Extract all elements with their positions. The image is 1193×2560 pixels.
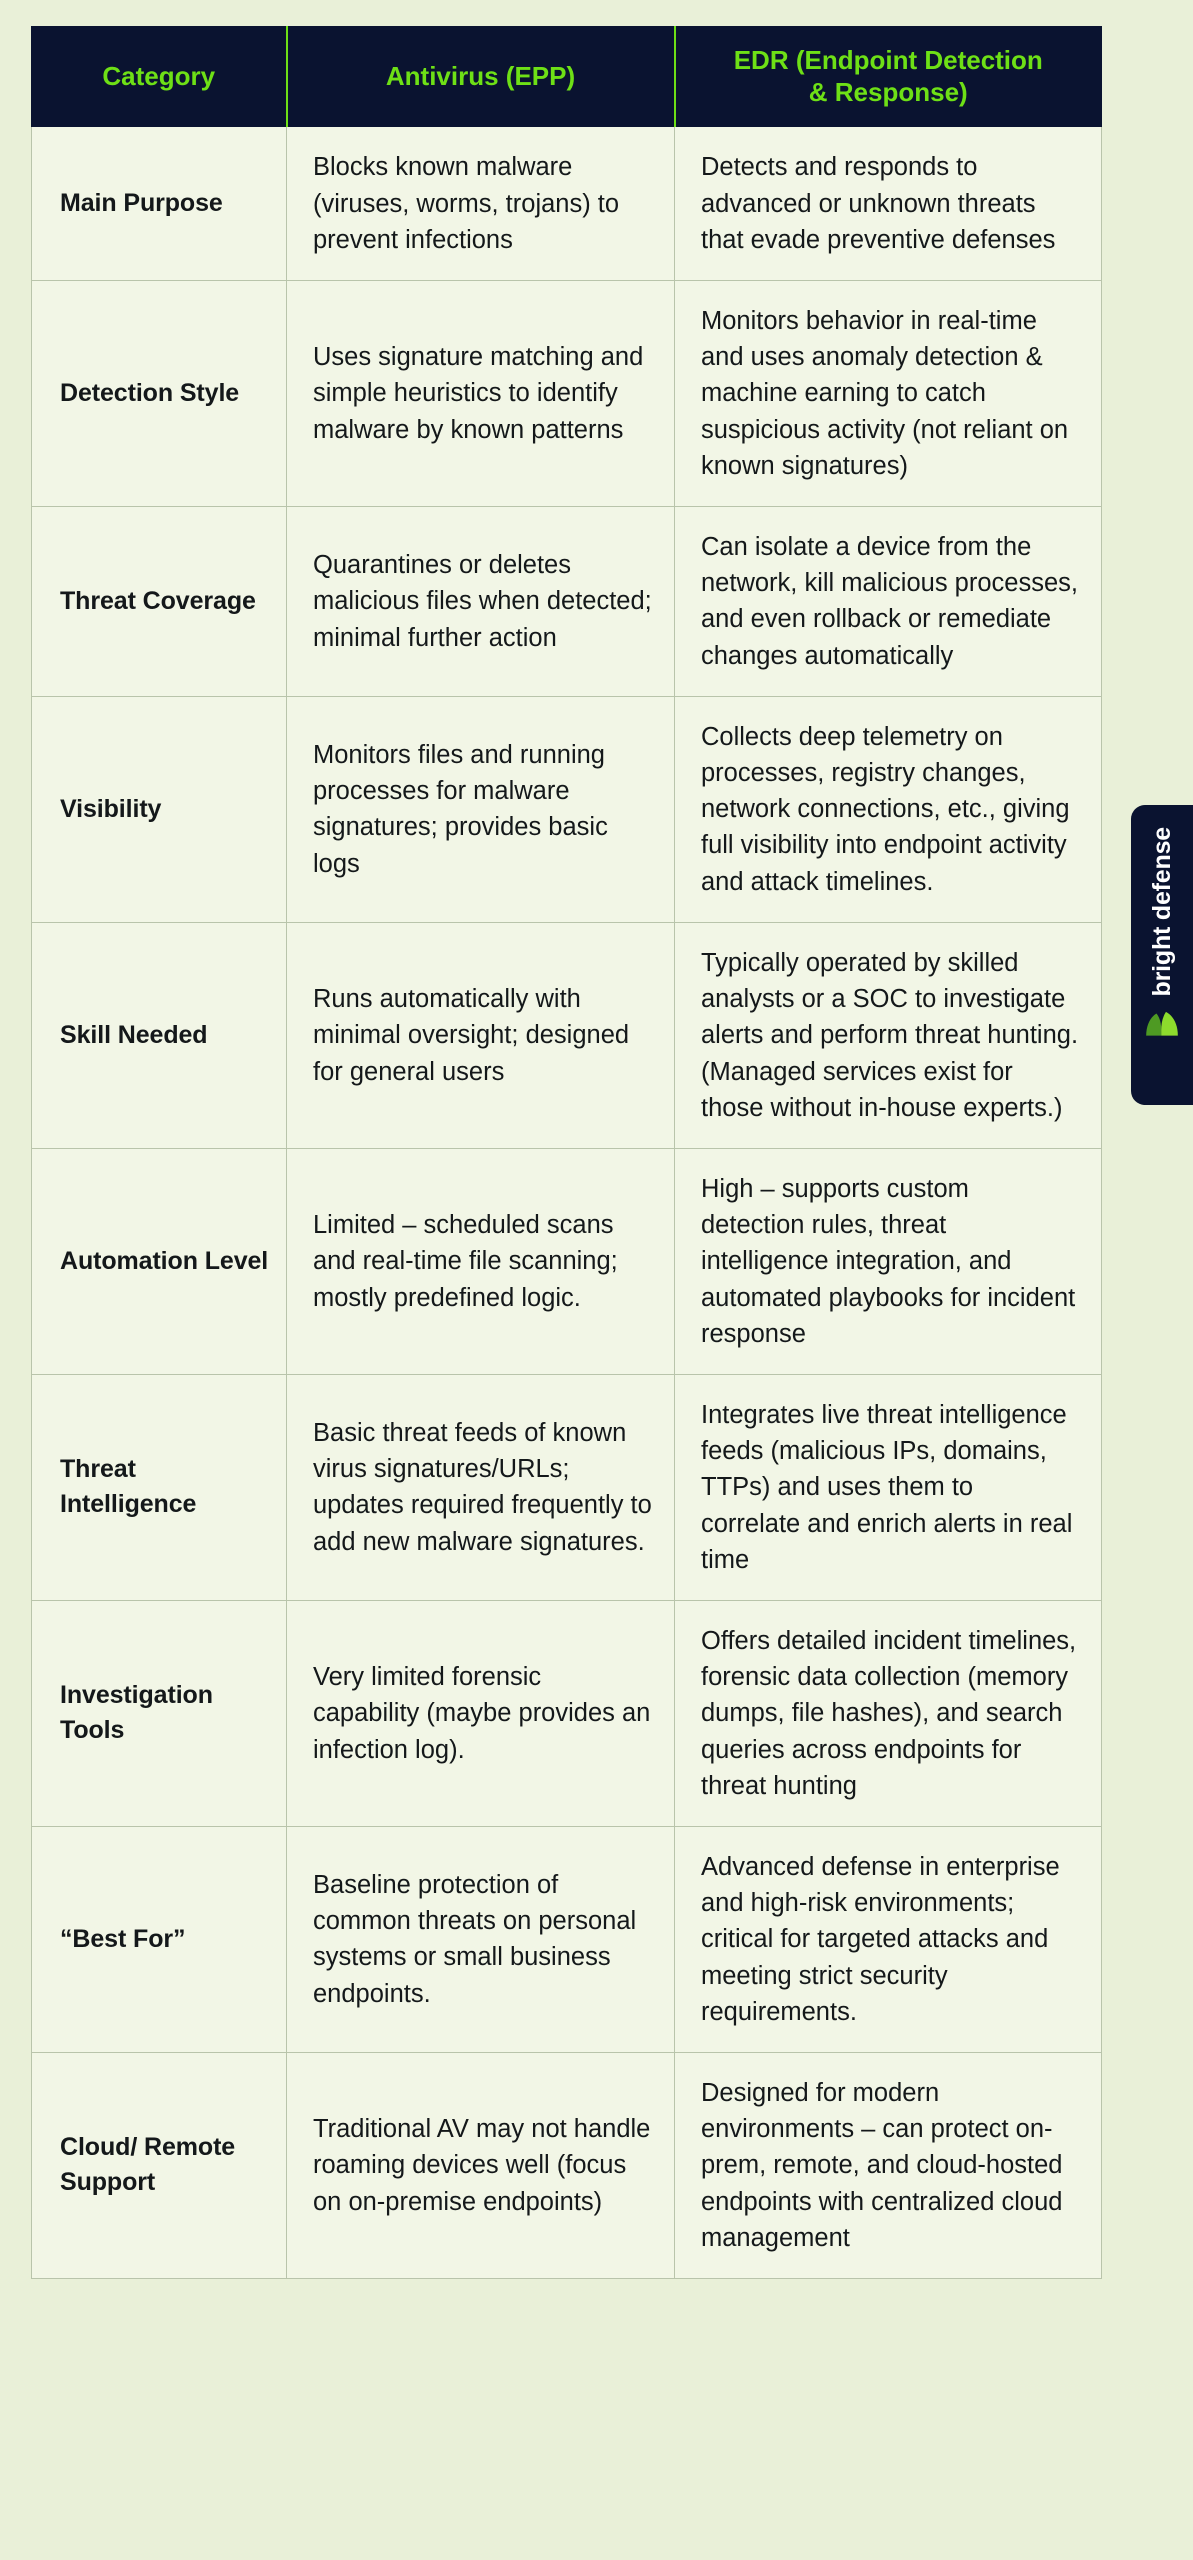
row-antivirus-cell: Very limited forensic capability (maybe provides an infection log). <box>287 1600 675 1826</box>
two-leaf-mark-icon <box>1143 1010 1181 1036</box>
table-row <box>32 127 1102 281</box>
row-category-label: Cloud/ Remote Support <box>32 2052 287 2278</box>
table-row <box>32 1826 1102 2052</box>
row-edr-cell: Can isolate a device from the network, kill malicious processes, and even rollback or remediate changes automatically <box>675 507 1102 697</box>
table-row <box>32 1148 1102 1374</box>
table-header <box>32 27 1102 127</box>
row-category-label: Automation Level <box>32 1148 287 1374</box>
row-category-label: Investigation Tools <box>32 1600 287 1826</box>
table-header-row <box>32 27 1102 127</box>
table-row <box>32 2052 1102 2278</box>
row-edr-cell: Typically operated by skilled analysts or a SOC to investigate alerts and perform threat hunting. (Managed services exist for those without in-house experts.) <box>675 922 1102 1148</box>
row-edr-cell: Collects deep telemetry on processes, registry changes, network connections, etc., giving full visibility into endpoint activity and attack timelines. <box>675 696 1102 922</box>
column-header-category: Category <box>32 27 287 127</box>
row-category-label: Detection Style <box>32 281 287 507</box>
row-category-label: “Best For” <box>32 1826 287 2052</box>
column-header-edr <box>675 27 1102 127</box>
column-header-antivirus: Antivirus (EPP) <box>287 27 675 127</box>
row-antivirus-cell: Blocks known malware (viruses, worms, trojans) to prevent infections <box>287 127 675 281</box>
row-edr-cell: Offers detailed incident timelines, forensic data collection (memory dumps, file hashes), and search queries across endpoints for threat hunting <box>675 1600 1102 1826</box>
row-antivirus-cell: Limited – scheduled scans and real-time file scanning; mostly predefined logic. <box>287 1148 675 1374</box>
table-body <box>32 127 1102 2279</box>
row-category-label: Threat Intelligence <box>32 1374 287 1600</box>
column-header-edr-line1: EDR (Endpoint Detection <box>733 45 1043 75</box>
column-header-edr-line2: & Response) <box>808 76 968 107</box>
row-antivirus-cell: Uses signature matching and simple heuristics to identify malware by known patterns <box>287 281 675 507</box>
row-category-label: Visibility <box>32 696 287 922</box>
row-antivirus-cell: Traditional AV may not handle roaming devices well (focus on on-premise endpoints) <box>287 2052 675 2278</box>
row-edr-cell: Advanced defense in enterprise and high-risk environments; critical for targeted attacks and meeting strict security requirements. <box>675 1826 1102 2052</box>
row-edr-cell: Detects and responds to advanced or unknown threats that evade preventive defenses <box>675 127 1102 281</box>
row-antivirus-cell: Quarantines or deletes malicious files when detected; minimal further action <box>287 507 675 697</box>
row-antivirus-cell: Basic threat feeds of known virus signatures/URLs; updates required frequently to add new malware signatures. <box>287 1374 675 1600</box>
table-row <box>32 696 1102 922</box>
row-category-label: Threat Coverage <box>32 507 287 697</box>
row-antivirus-cell: Baseline protection of common threats on personal systems or small business endpoints. <box>287 1826 675 2052</box>
row-edr-cell: High – supports custom detection rules, threat intelligence integration, and automated playbooks for incident response <box>675 1148 1102 1374</box>
brand-badge[interactable] <box>1131 805 1193 1105</box>
row-category-label: Skill Needed <box>32 922 287 1148</box>
row-antivirus-cell: Monitors files and running processes for malware signatures; provides basic logs <box>287 696 675 922</box>
table-row <box>32 922 1102 1148</box>
row-edr-cell: Monitors behavior in real-time and uses anomaly detection & machine earning to catch suspicious activity (not reliant on known signatures) <box>675 281 1102 507</box>
row-edr-cell: Designed for modern environments – can protect on-prem, remote, and cloud-hosted endpoints with centralized cloud management <box>675 2052 1102 2278</box>
table-row <box>32 507 1102 697</box>
table-row <box>32 1374 1102 1600</box>
row-antivirus-cell: Runs automatically with minimal oversight; designed for general users <box>287 922 675 1148</box>
antivirus-vs-edr-comparison-table <box>31 26 1102 2279</box>
brand-name-label: bright defense <box>1147 827 1176 997</box>
table-row <box>32 281 1102 507</box>
table-row <box>32 1600 1102 1826</box>
row-category-label: Main Purpose <box>32 127 287 281</box>
comparison-table-container <box>31 26 1101 2279</box>
row-edr-cell: Integrates live threat intelligence feeds (malicious IPs, domains, TTPs) and uses them to correlate and enrich alerts in real time <box>675 1374 1102 1600</box>
